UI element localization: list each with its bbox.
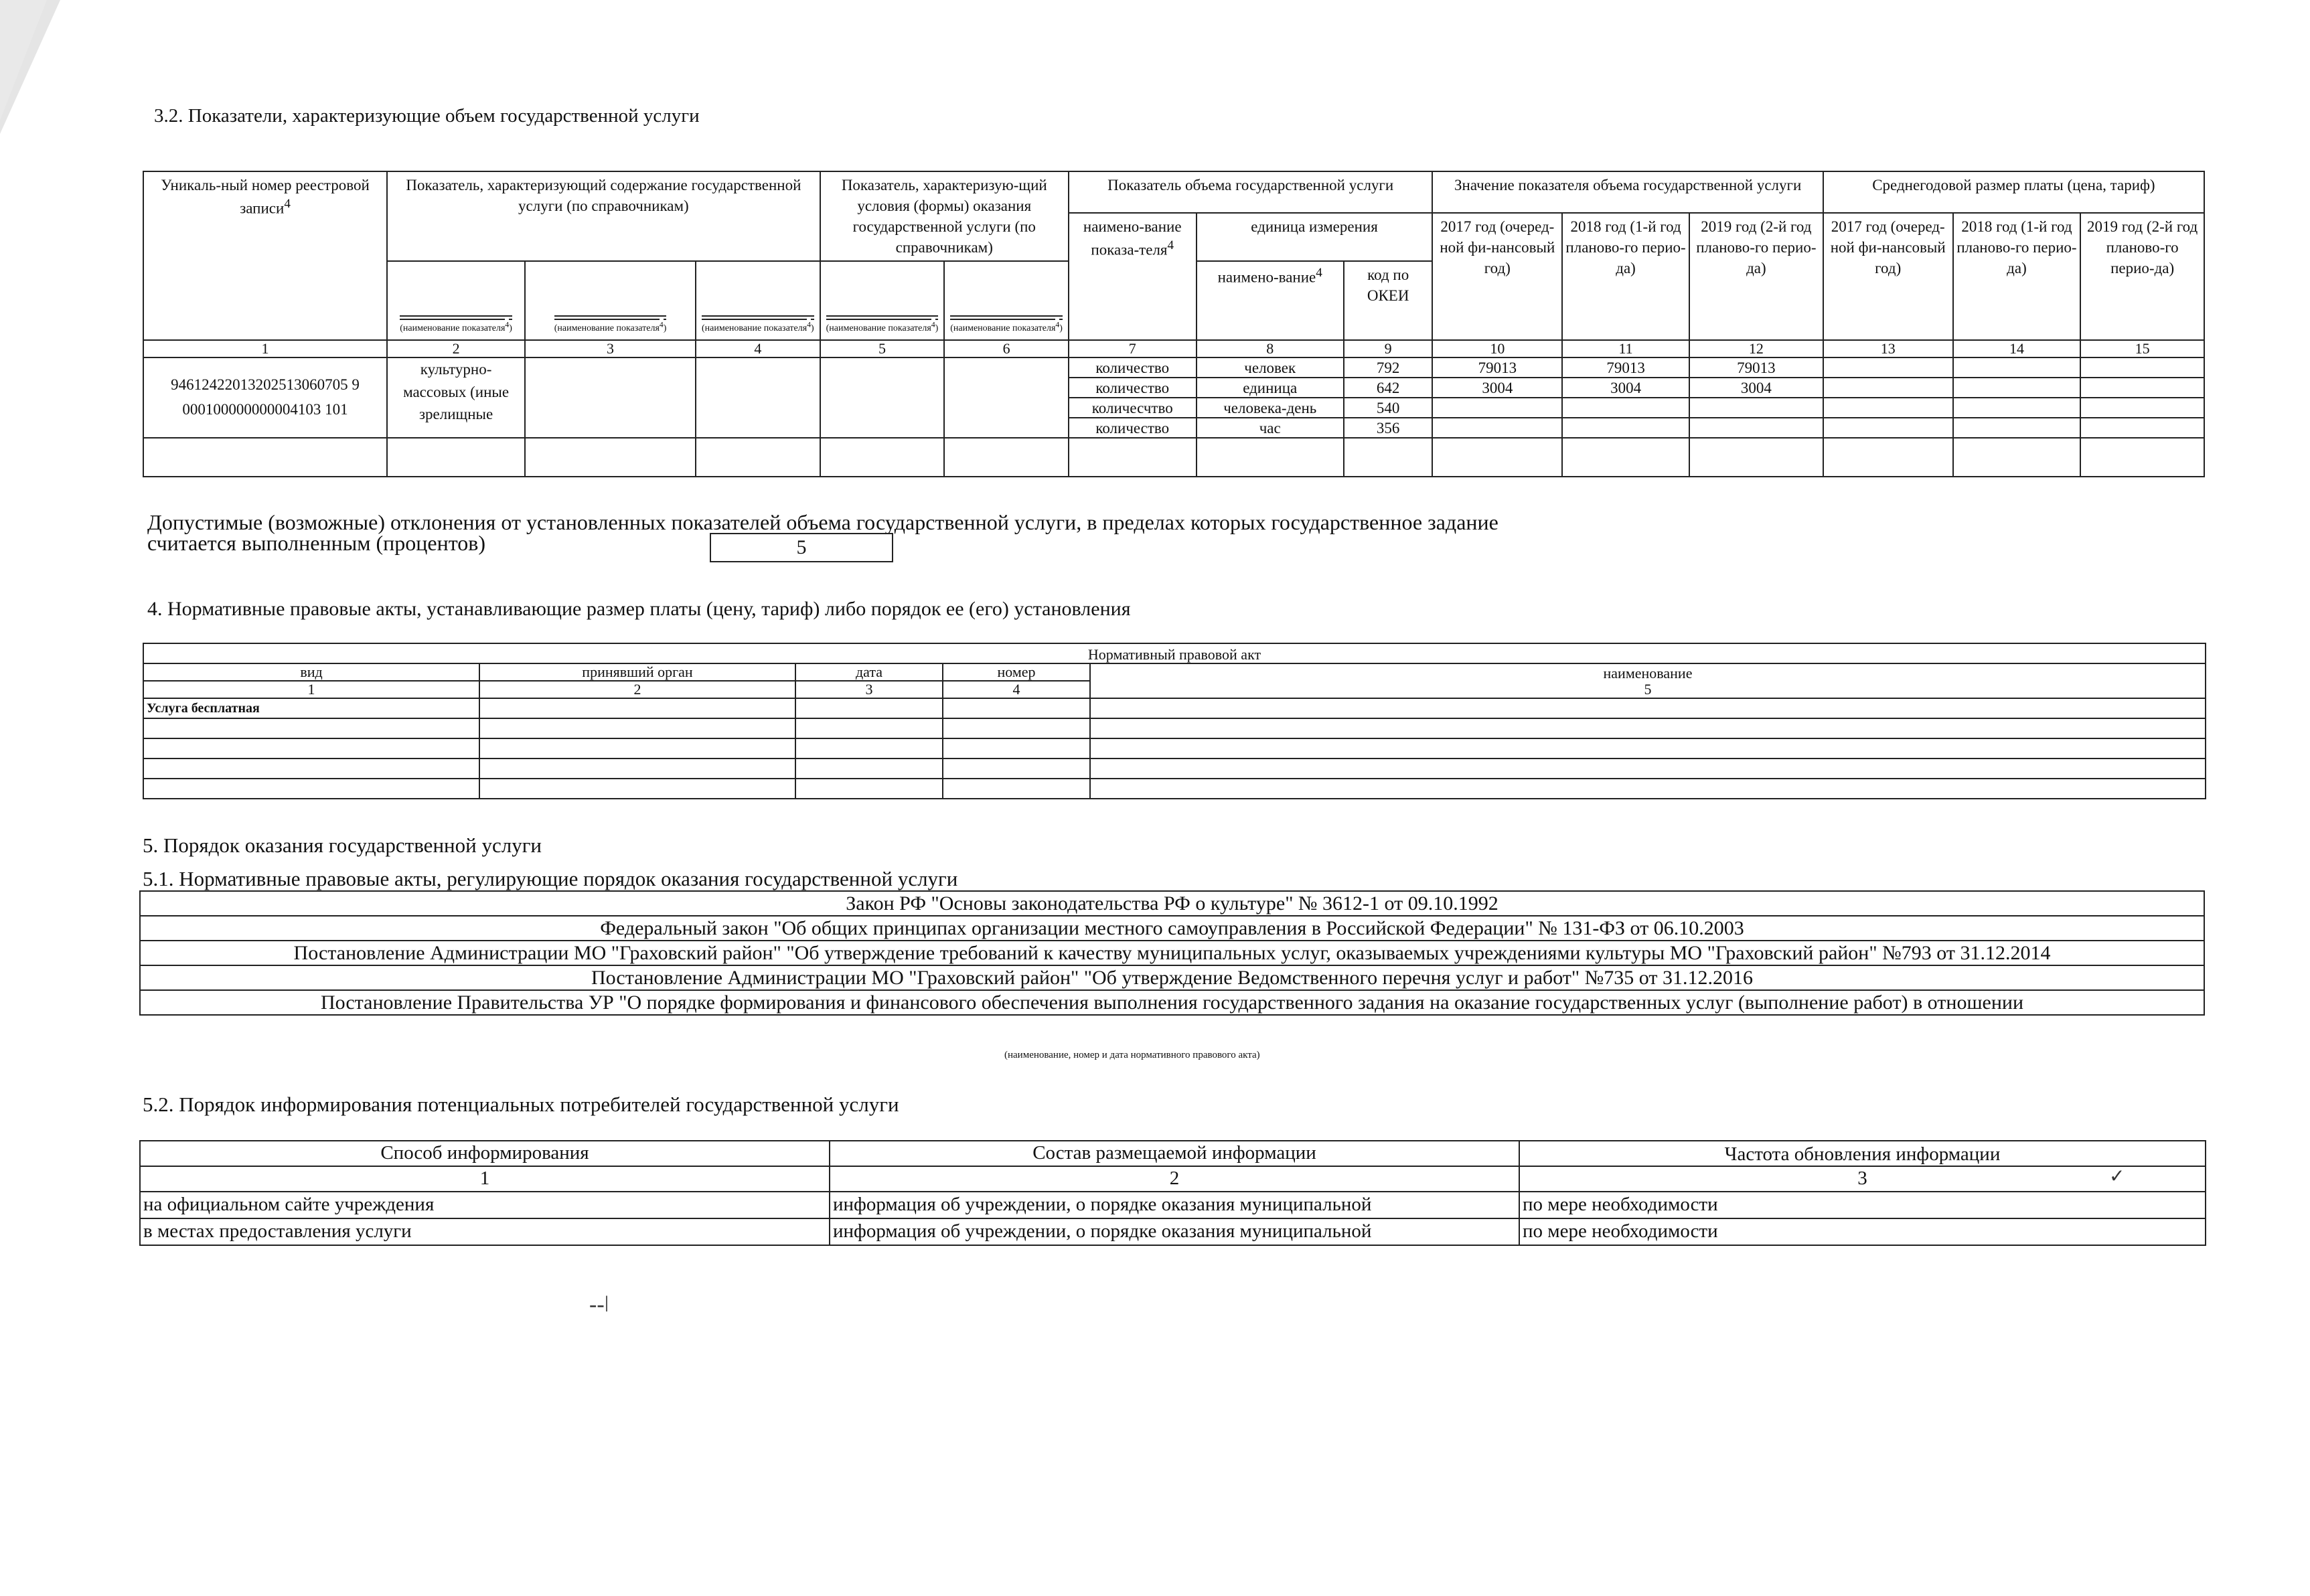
subcaption-indicator-5: (наименование показателя$^4$)	[820, 261, 945, 340]
section-4-heading: 4. Нормативные правовые акты, устанавливающие размер платы (цену, тариф) либо порядок ее (его) установления	[147, 598, 1131, 620]
value-2018: 3004	[1562, 378, 1689, 398]
normative-act-title: Нормативный правовой акт	[143, 643, 2206, 663]
free-service-cell: Услуга бесплатная	[143, 698, 479, 718]
empty-cell	[944, 357, 1069, 438]
table-row	[143, 438, 2204, 477]
deviation-text-line-2: считается выполненным (процентов)	[147, 531, 486, 555]
subcaption-indicator-2: (наименование показателя$^4$)	[387, 261, 525, 340]
column-number: 4	[696, 340, 820, 357]
column-number: 11	[1562, 340, 1689, 357]
header-content-indicator: Показатель, характеризующий содержание государственной услуги (по справочникам)	[387, 171, 820, 261]
header-unit-name: наимено-вание$^4$	[1197, 261, 1344, 340]
unit-name: единица	[1197, 378, 1344, 398]
header-unique-number: Уникаль-ный номер реестровой записи$^4$	[143, 171, 387, 340]
empty-cell	[1090, 759, 2206, 779]
column-number: 9	[1344, 340, 1433, 357]
value-2019: 79013	[1689, 357, 1823, 378]
informing-frequency: по мере необходимости	[1519, 1218, 2206, 1245]
subcaption-indicator-6: (наименование показателя$^4$)	[944, 261, 1069, 340]
empty-cell	[943, 779, 1090, 799]
empty-cell	[143, 718, 479, 738]
fee-2019	[2080, 418, 2204, 438]
value-2018	[1562, 418, 1689, 438]
empty-cell	[525, 438, 696, 477]
fee-2017	[1823, 357, 1953, 378]
informing-content: информация об учреждении, о порядке оказания муниципальной	[830, 1192, 1519, 1218]
header-volume-indicator: Показатель объема государственной услуги	[1069, 171, 1433, 213]
table-row	[143, 698, 2206, 718]
empty-cell	[525, 357, 696, 438]
column-number: 15	[2080, 340, 2204, 357]
empty-cell	[1823, 438, 1953, 477]
empty-cell	[820, 438, 945, 477]
okei-code: 356	[1344, 418, 1433, 438]
column-number: 2	[830, 1166, 1519, 1192]
value-2019	[1689, 418, 1823, 438]
okei-code: 540	[1344, 398, 1433, 418]
empty-cell	[943, 698, 1090, 718]
unit-name: час	[1197, 418, 1344, 438]
table-row	[143, 779, 2206, 799]
empty-cell	[479, 779, 795, 799]
informing-method: в местах предоставления услуги	[140, 1218, 830, 1245]
indicator-name: количество	[1069, 418, 1197, 438]
normative-act-item: Постановление Правительства УР "О порядке формирования и финансового обеспечения выполнения государственного задания на оказание государственных услуг (выполнение работ) в отношении	[140, 990, 2204, 1015]
empty-cell	[1344, 438, 1433, 477]
header-average-fee: Среднегодовой размер платы (цена, тариф)	[1823, 171, 2204, 213]
table-row	[143, 738, 2206, 759]
column-number: 1	[143, 681, 479, 698]
value-2018	[1562, 398, 1689, 418]
column-numbers-row	[143, 340, 2204, 357]
column-number: 3	[795, 681, 943, 698]
fee-2018	[1953, 398, 2081, 418]
okei-code: 792	[1344, 357, 1433, 378]
deviation-value-box: 5	[710, 533, 893, 562]
column-number: 10	[1432, 340, 1562, 357]
empty-cell	[1090, 738, 2206, 759]
acts-caption: (наименование, номер и дата нормативного правового акта)	[1004, 1050, 1260, 1060]
column-number: 8	[1197, 340, 1344, 357]
table-row	[143, 759, 2206, 779]
informing-table	[139, 1140, 2206, 1246]
column-header-type: вид	[143, 663, 479, 681]
header-year-2019-fee: 2019 год (2-й год планово-го перио-да)	[2080, 213, 2204, 340]
empty-cell	[943, 738, 1090, 759]
empty-cell	[943, 718, 1090, 738]
empty-cell	[143, 759, 479, 779]
empty-cell	[1090, 698, 2206, 718]
column-numbers-row	[140, 1166, 2206, 1192]
page-fold-corner	[0, 0, 47, 121]
empty-cell	[1090, 779, 2206, 799]
fee-2018	[1953, 418, 2081, 438]
fee-2018	[1953, 378, 2081, 398]
informing-method: на официальном сайте учреждения	[140, 1192, 830, 1218]
empty-cell	[1562, 438, 1689, 477]
header-year-2018-volume: 2018 год (1-й год планово-го перио-да)	[1562, 213, 1689, 340]
indicator-name: количество	[1069, 378, 1197, 398]
value-2017	[1432, 398, 1562, 418]
header-indicator-name: наимено-вание показа-теля$^4$	[1069, 213, 1197, 340]
empty-cell	[2080, 438, 2204, 477]
column-number: 13	[1823, 340, 1953, 357]
empty-cell	[479, 759, 795, 779]
value-2017: 79013	[1432, 357, 1562, 378]
table-row	[140, 1218, 2206, 1245]
table-row	[143, 357, 2204, 378]
header-year-2018-fee: 2018 год (1-й год планово-го перио-да)	[1953, 213, 2081, 340]
informing-frequency: по мере необходимости	[1519, 1192, 2206, 1218]
column-number: 12	[1689, 340, 1823, 357]
normative-act-item: Закон РФ "Основы законодательства РФ о культуре" № 3612-1 от 09.10.1992	[140, 891, 2204, 916]
empty-cell	[1090, 718, 2206, 738]
empty-cell	[820, 357, 945, 438]
empty-cell	[696, 438, 820, 477]
empty-cell	[143, 738, 479, 759]
column-header-date: дата	[795, 663, 943, 681]
column-header-content: Состав размещаемой информации	[830, 1141, 1519, 1166]
empty-cell	[143, 779, 479, 799]
check-mark: ✓	[2109, 1166, 2125, 1187]
empty-cell	[943, 759, 1090, 779]
subcaption-indicator-4: (наименование показателя$^4$)	[696, 261, 820, 340]
indicator-name: количесчтво	[1069, 398, 1197, 418]
unit-name: человека-день	[1197, 398, 1344, 418]
table-row	[143, 718, 2206, 738]
column-number: 2	[479, 681, 795, 698]
value-2019: 3004	[1689, 378, 1823, 398]
empty-cell	[696, 357, 820, 438]
column-number: 4	[943, 681, 1090, 698]
column-number: 6	[944, 340, 1069, 357]
empty-cell	[795, 779, 943, 799]
deviation-text-line-1: Допустимые (возможные) отклонения от установленных показателей объема государственной услуги, в пределах которых государственное задание	[147, 510, 1498, 534]
column-header-frequency: Частота обновления информации	[1519, 1141, 2206, 1166]
empty-cell	[479, 738, 795, 759]
unit-name: человек	[1197, 357, 1344, 378]
empty-cell	[795, 738, 943, 759]
column-header-number: номер	[943, 663, 1090, 681]
empty-cell	[1197, 438, 1344, 477]
empty-cell	[143, 438, 387, 477]
header-unit: единица измерения	[1197, 213, 1433, 261]
column-header-authority: принявший орган	[479, 663, 795, 681]
fee-2017	[1823, 378, 1953, 398]
record-number-line-1: 94612422013202513060705 9	[171, 376, 360, 394]
fee-2017	[1823, 398, 1953, 418]
value-2018: 79013	[1562, 357, 1689, 378]
column-number: 1	[140, 1166, 830, 1192]
fee-2019	[2080, 357, 2204, 378]
header-condition-indicator: Показатель, характеризую-щий условия (формы) оказания государственной услуги (по справочникам)	[820, 171, 1069, 261]
empty-cell	[795, 698, 943, 718]
empty-cell	[1069, 438, 1197, 477]
column-number: 3	[1519, 1166, 2206, 1192]
column-header-name: наименование 5	[1090, 663, 2206, 698]
informing-content: информация об учреждении, о порядке оказания муниципальной	[830, 1218, 1519, 1245]
fee-2019	[2080, 378, 2204, 398]
fee-2017	[1823, 418, 1953, 438]
record-number-line-2: 000100000000004103 101	[182, 401, 348, 418]
column-number: 1	[143, 340, 387, 357]
normative-act-item: Федеральный закон "Об общих принципах организации местного самоуправления в Российской Федерации" № 131-ФЗ от 06.10.2003	[140, 916, 2204, 941]
subcaption-indicator-3: (наименование показателя$^4$)	[525, 261, 696, 340]
value-2017	[1432, 418, 1562, 438]
normative-act-item: Постановление Администрации МО "Граховский район" "Об утверждение Ведомственного перечня услуг и работ" №735 от 31.12.2016	[140, 965, 2204, 990]
column-number: 7	[1069, 340, 1197, 357]
section-5-heading: 5. Порядок оказания государственной услуги	[143, 833, 542, 857]
header-okei-code: код по ОКЕИ	[1344, 261, 1433, 340]
empty-cell	[1689, 438, 1823, 477]
section-5-1-heading: 5.1. Нормативные правовые акты, регулирующие порядок оказания государственной услуги	[143, 867, 958, 890]
empty-cell	[1953, 438, 2081, 477]
empty-cell	[944, 438, 1069, 477]
fee-2018	[1953, 357, 2081, 378]
okei-code: 642	[1344, 378, 1433, 398]
empty-cell	[1432, 438, 1562, 477]
header-volume-value: Значение показателя объема государственной услуги	[1432, 171, 1823, 213]
regulating-acts-table	[139, 890, 2205, 1016]
column-header-method: Способ информирования	[140, 1141, 830, 1166]
fee-acts-table	[143, 643, 2206, 799]
empty-cell	[387, 438, 525, 477]
content-indicator-value: культурно-массовых (иные зрелищные	[387, 357, 525, 438]
column-number: 5	[820, 340, 945, 357]
empty-cell	[795, 718, 943, 738]
fee-2019	[2080, 398, 2204, 418]
pen-mark: --ǀ	[589, 1292, 609, 1317]
header-year-2017-fee: 2017 год (очеред-ной фи-нансовый год)	[1823, 213, 1953, 340]
normative-act-item: Постановление Администрации МО "Граховский район" "Об утверждение требований к качеству муниципальных услуг, оказываемых учреждениями культуры МО "Граховский район" №793 от 31.12.2014	[140, 941, 2204, 965]
section-5-2-heading: 5.2. Порядок информирования потенциальных потребителей государственной услуги	[143, 1093, 899, 1116]
indicator-name: количество	[1069, 357, 1197, 378]
header-year-2019-volume: 2019 год (2-й год планово-го перио-да)	[1689, 213, 1823, 340]
volume-indicators-table	[143, 171, 2205, 477]
value-2017: 3004	[1432, 378, 1562, 398]
empty-cell	[795, 759, 943, 779]
table-row	[140, 1192, 2206, 1218]
column-number: 2	[387, 340, 525, 357]
empty-cell	[479, 718, 795, 738]
column-number: 14	[1953, 340, 2081, 357]
record-number-cell	[143, 357, 387, 438]
column-number: 3	[525, 340, 696, 357]
value-2019	[1689, 398, 1823, 418]
header-year-2017-volume: 2017 год (очеред-ной фи-нансовый год)	[1432, 213, 1562, 340]
section-3-2-heading: 3.2. Показатели, характеризующие объем государственной услуги	[154, 105, 700, 127]
empty-cell	[479, 698, 795, 718]
